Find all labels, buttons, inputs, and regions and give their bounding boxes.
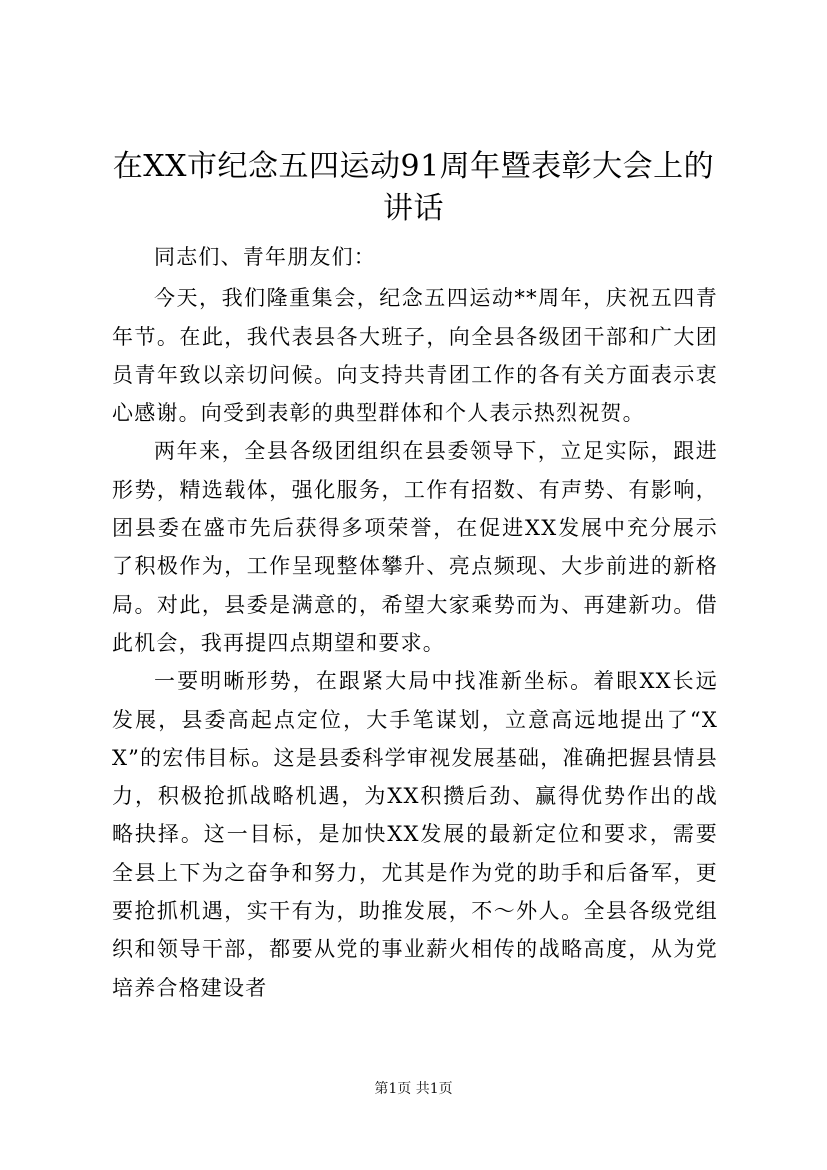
salutation: 同志们、青年朋友们： bbox=[154, 245, 376, 269]
page-footer: 第1页 共1页 bbox=[374, 1081, 453, 1097]
document-body bbox=[112, 238, 718, 1007]
paragraph-3: 一要明晰形势，在跟紧大局中找准新坐标。着眼XX长远发展，县委高起点定位，大手笔谋划，立意高远地提出了“XX”的宏伟目标。这是县委科学审视发展基础，准确把握县情县力，积极抢抓战略机遇，为XX积攒后劲、赢得优势作出的战略抉择。这一目标，是加快XX发展的最新定位和要求，需要全县上下为之奋争和努力，尤其是作为党的助手和后备军，更要抢抓机遇，实干有为，助推发展，不～外人。全县各级党组织和领导干部，都要从党的事业薪火相传的战略高度，从为党培养合格建设者 bbox=[112, 669, 718, 1000]
paragraph-2: 两年来，全县各级团组织在县委领导下，立足实际，跟进形势，精选载体，强化服务，工作有招数、有声势、有影响，团县委在盛市先后获得多项荣誉，在促进XX发展中充分展示了积极作为，工作呈现整体攀升、亮点频现、大步前进的新格局。对此，县委是满意的，希望大家乘势而为、再建新功。借此机会，我再提四点期望和要求。 bbox=[112, 439, 718, 655]
document-title: 在XX市纪念五四运动91周年暨表彰大会上的讲话 bbox=[112, 149, 715, 226]
paragraph-1: 今天，我们隆重集会，纪念五四运动**周年，庆祝五四青年节。在此，我代表县各大班子，向全县各级团干部和广大团员青年致以亲切问候。向支持共青团工作的各有关方面表示衷心感谢。向受到表彰的典型群体和个人表示热烈祝贺。 bbox=[112, 286, 718, 426]
